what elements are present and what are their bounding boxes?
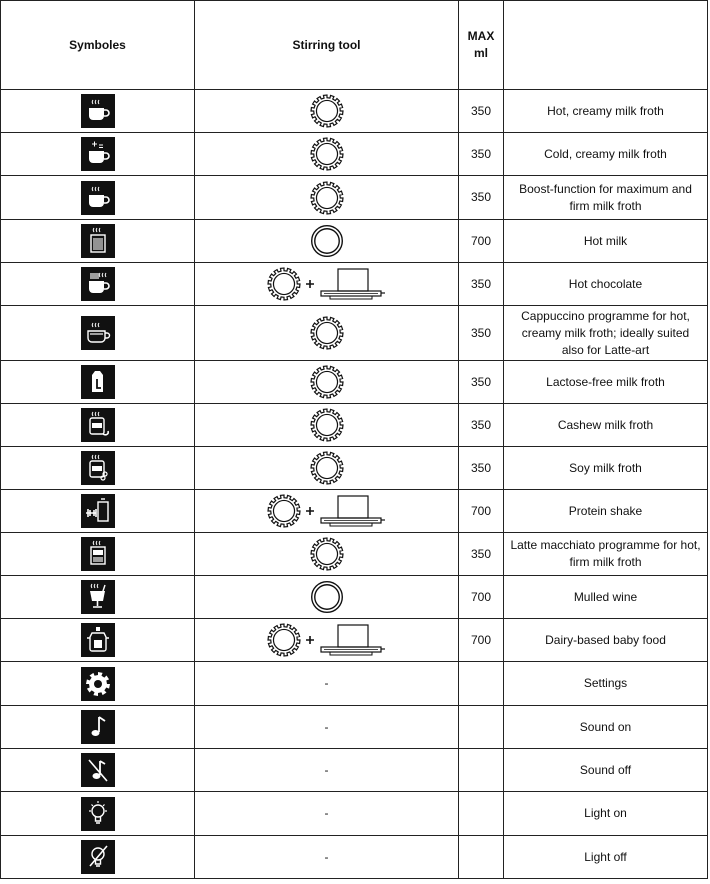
description-cell bbox=[504, 576, 708, 619]
max-ml-cell: 350 bbox=[459, 361, 504, 404]
description-cell bbox=[504, 263, 708, 306]
max-ml-cell bbox=[459, 749, 504, 792]
max-ml-cell: 350 bbox=[459, 133, 504, 176]
table-row bbox=[1, 619, 708, 662]
heating-disc-icon bbox=[310, 224, 344, 258]
max-ml-cell: 350 bbox=[459, 90, 504, 133]
table-row bbox=[1, 533, 708, 576]
description-cell bbox=[504, 90, 708, 133]
description-cell bbox=[504, 706, 708, 749]
table-row bbox=[1, 490, 708, 533]
symbol-cell bbox=[1, 706, 195, 749]
description-cell bbox=[504, 792, 708, 836]
whisk-gear-icon bbox=[310, 137, 344, 171]
symbol-cell bbox=[1, 533, 195, 576]
description-text: Lactose-free milk froth bbox=[546, 374, 665, 389]
latte-macchiato-glass-icon bbox=[81, 537, 115, 571]
description-cell bbox=[504, 533, 708, 576]
plus-icon bbox=[305, 506, 315, 516]
symbol-cell bbox=[1, 619, 195, 662]
hot-milk-froth-cup-icon bbox=[81, 94, 115, 128]
symbol-cell bbox=[1, 306, 195, 361]
symbol-cell bbox=[1, 836, 195, 879]
stirring-tool-cell bbox=[195, 619, 459, 662]
soy-milk-icon bbox=[81, 451, 115, 485]
symbol-cell bbox=[1, 792, 195, 836]
symbol-cell bbox=[1, 404, 195, 447]
description-cell bbox=[504, 361, 708, 404]
stirring-tool-cell bbox=[195, 836, 459, 879]
light-on-bulb-icon bbox=[81, 797, 115, 831]
description-text: Settings bbox=[583, 676, 628, 690]
jug-insert-icon bbox=[318, 623, 386, 657]
description-cell bbox=[504, 490, 708, 533]
symbol-cell bbox=[1, 490, 195, 533]
stirring-tool-cell bbox=[195, 90, 459, 133]
description-text: Mulled wine bbox=[573, 589, 638, 604]
table-row bbox=[1, 133, 708, 176]
whisk-gear-icon bbox=[310, 181, 344, 215]
max-ml-cell: 700 bbox=[459, 220, 504, 263]
hot-chocolate-cup-icon bbox=[81, 267, 115, 301]
stirring-tool-cell bbox=[195, 576, 459, 619]
stirring-tool-cell bbox=[195, 306, 459, 361]
symbol-cell bbox=[1, 576, 195, 619]
table-row bbox=[1, 749, 708, 792]
stirring-tool-cell bbox=[195, 662, 459, 706]
description-cell bbox=[504, 662, 708, 706]
table-row bbox=[1, 176, 708, 220]
max-ml-cell bbox=[459, 792, 504, 836]
description-text: Boost-function for maximum and firm milk froth bbox=[519, 181, 692, 213]
description-text: Cashew milk froth bbox=[557, 417, 654, 432]
table-row bbox=[1, 576, 708, 619]
table-row bbox=[1, 306, 708, 361]
symbol-cell bbox=[1, 90, 195, 133]
table-row bbox=[1, 706, 708, 749]
header-stirring-tool: Stirring tool bbox=[195, 1, 459, 90]
jug-insert-icon bbox=[318, 494, 386, 528]
header-max: MAX bbox=[467, 29, 495, 43]
table-row bbox=[1, 90, 708, 133]
symbol-cell bbox=[1, 263, 195, 306]
plus-icon bbox=[305, 279, 315, 289]
whisk-gear-icon bbox=[310, 408, 344, 442]
description-cell bbox=[504, 749, 708, 792]
cappuccino-cup-icon bbox=[81, 316, 115, 350]
max-ml-cell: 350 bbox=[459, 176, 504, 220]
settings-gear-icon bbox=[81, 667, 115, 701]
max-ml-cell: 700 bbox=[459, 490, 504, 533]
max-ml-cell: 700 bbox=[459, 576, 504, 619]
description-cell bbox=[504, 176, 708, 220]
stirring-tool-cell bbox=[195, 404, 459, 447]
whisk-gear-icon bbox=[310, 537, 344, 571]
max-ml-cell: 350 bbox=[459, 533, 504, 576]
table-header-row bbox=[1, 1, 708, 90]
max-ml-cell bbox=[459, 662, 504, 706]
description-cell bbox=[504, 404, 708, 447]
description-text: Light off bbox=[584, 849, 627, 864]
heating-disc-icon bbox=[310, 580, 344, 614]
stirring-tool-cell bbox=[195, 133, 459, 176]
description-text: Protein shake bbox=[568, 503, 643, 518]
max-ml-cell: 350 bbox=[459, 447, 504, 490]
max-ml-cell bbox=[459, 706, 504, 749]
no-tool-dash: - bbox=[324, 719, 329, 734]
header-symbols: Symboles bbox=[1, 1, 195, 90]
jug-insert-icon bbox=[318, 267, 386, 301]
stirring-tool-cell bbox=[195, 749, 459, 792]
table-row bbox=[1, 447, 708, 490]
description-cell bbox=[504, 447, 708, 490]
hot-milk-jug-icon bbox=[81, 224, 115, 258]
stirring-tool-cell bbox=[195, 220, 459, 263]
symbol-cell bbox=[1, 447, 195, 490]
max-ml-cell: 350 bbox=[459, 404, 504, 447]
stirring-tool-cell bbox=[195, 792, 459, 836]
whisk-gear-icon bbox=[267, 267, 301, 301]
symbol-cell bbox=[1, 176, 195, 220]
description-cell bbox=[504, 836, 708, 879]
max-ml-cell: 700 bbox=[459, 619, 504, 662]
description-cell bbox=[504, 220, 708, 263]
stirring-tool-cell bbox=[195, 176, 459, 220]
table-row bbox=[1, 263, 708, 306]
protein-shake-icon bbox=[81, 494, 115, 528]
description-text: Sound on bbox=[579, 719, 632, 734]
table-row bbox=[1, 792, 708, 836]
stirring-tool-cell bbox=[195, 361, 459, 404]
light-off-bulb-icon bbox=[81, 840, 115, 874]
sound-off-note-icon bbox=[81, 753, 115, 787]
no-tool-dash: - bbox=[324, 849, 329, 864]
cold-milk-froth-cup-icon bbox=[81, 137, 115, 171]
whisk-gear-icon bbox=[310, 316, 344, 350]
max-ml-cell: 350 bbox=[459, 306, 504, 361]
table-row bbox=[1, 404, 708, 447]
description-text: Hot chocolate bbox=[568, 276, 643, 291]
table-row bbox=[1, 662, 708, 706]
max-ml-cell: 350 bbox=[459, 263, 504, 306]
description-text: Cold, creamy milk froth bbox=[544, 146, 667, 161]
description-cell bbox=[504, 619, 708, 662]
symbol-cell bbox=[1, 749, 195, 792]
symbol-cell bbox=[1, 662, 195, 706]
symbol-cell bbox=[1, 220, 195, 263]
header-description bbox=[504, 1, 708, 90]
no-tool-dash: - bbox=[324, 676, 329, 690]
description-text: Latte macchiato programme for hot, firm milk froth bbox=[510, 538, 701, 569]
whisk-gear-icon bbox=[310, 451, 344, 485]
whisk-gear-icon bbox=[267, 494, 301, 528]
stirring-tool-cell bbox=[195, 706, 459, 749]
stirring-tool-cell bbox=[195, 447, 459, 490]
stirring-tool-cell bbox=[195, 490, 459, 533]
description-text: Dairy-based baby food bbox=[545, 632, 666, 647]
baby-bottle-icon bbox=[81, 623, 115, 657]
plus-icon bbox=[305, 635, 315, 645]
whisk-gear-icon bbox=[310, 94, 344, 128]
lactose-free-milk-icon bbox=[81, 365, 115, 399]
description-cell bbox=[504, 133, 708, 176]
header-max-ml bbox=[459, 1, 504, 90]
no-tool-dash: - bbox=[324, 762, 329, 777]
header-ml: ml bbox=[473, 46, 488, 60]
stirring-tool-cell bbox=[195, 533, 459, 576]
no-tool-dash: - bbox=[324, 806, 329, 820]
description-text: Light on bbox=[584, 806, 627, 820]
mulled-wine-glass-icon bbox=[81, 580, 115, 614]
table-row bbox=[1, 836, 708, 879]
whisk-gear-icon bbox=[310, 365, 344, 399]
boost-milk-froth-cup-icon bbox=[81, 181, 115, 215]
table-row bbox=[1, 361, 708, 404]
sound-on-note-icon bbox=[81, 710, 115, 744]
cashew-milk-icon bbox=[81, 408, 115, 442]
max-ml-cell bbox=[459, 836, 504, 879]
description-cell bbox=[504, 306, 708, 361]
description-text: Hot milk bbox=[583, 233, 628, 248]
description-text: Soy milk froth bbox=[569, 460, 642, 475]
description-text: Cappuccino programme for hot, creamy milk froth; ideally suited also for Latte-art bbox=[521, 308, 690, 357]
description-text: Hot, creamy milk froth bbox=[547, 103, 664, 118]
symbol-cell bbox=[1, 133, 195, 176]
table-row bbox=[1, 220, 708, 263]
description-text: Sound off bbox=[579, 762, 632, 777]
whisk-gear-icon bbox=[267, 623, 301, 657]
symbol-cell bbox=[1, 361, 195, 404]
stirring-tool-cell bbox=[195, 263, 459, 306]
